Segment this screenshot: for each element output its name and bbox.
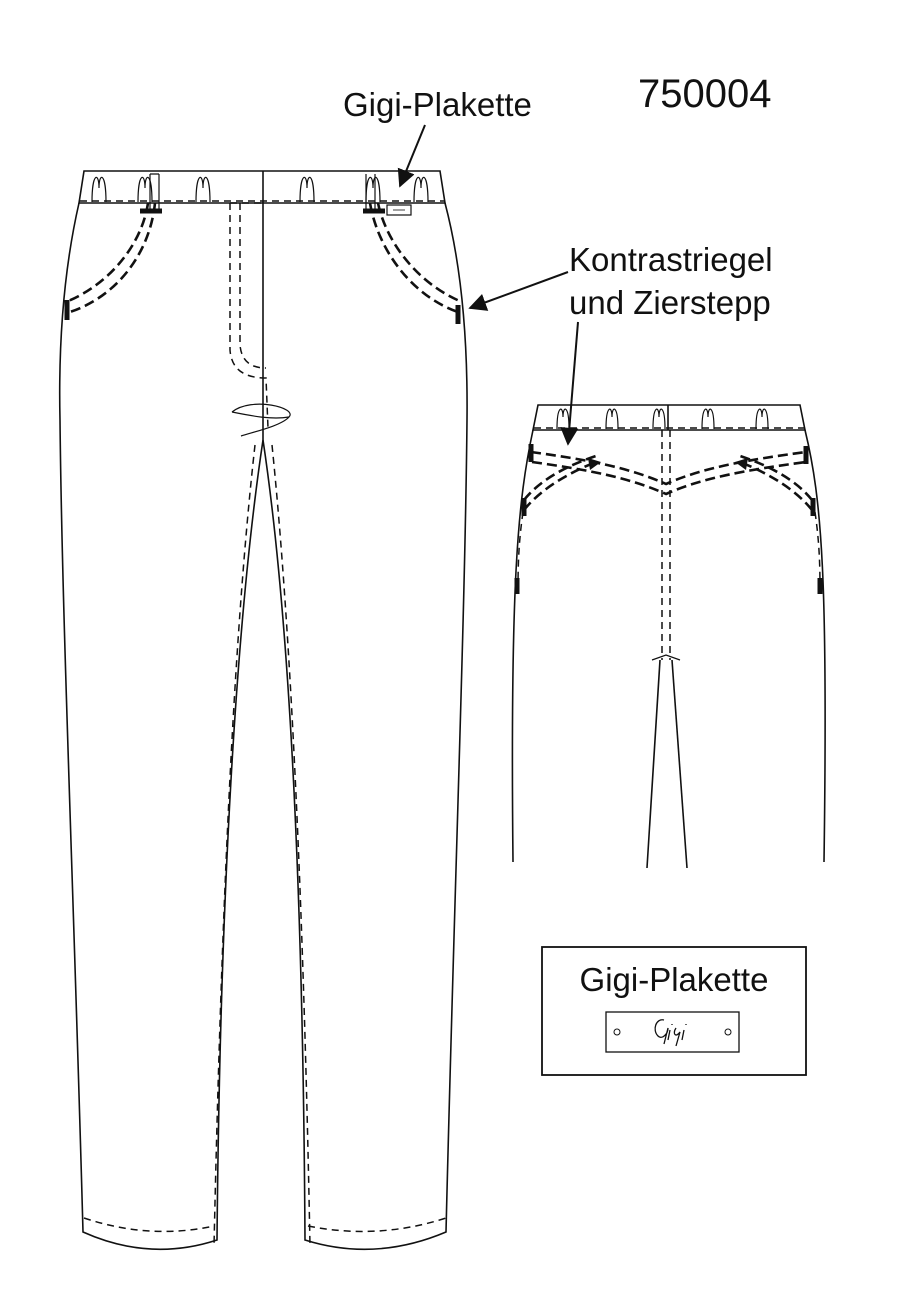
style-number: 750004 — [638, 72, 772, 116]
badge-plate — [606, 1012, 739, 1052]
back-view — [512, 405, 825, 868]
badge-box-title: Gigi-Plakette — [579, 961, 769, 998]
front-view — [60, 171, 467, 1249]
badge-detail-box — [542, 947, 806, 1075]
contrast-label-line1: Kontrastriegel — [569, 241, 773, 278]
contrast-label-line2: und Zierstepp — [569, 284, 771, 321]
badge-callout-arrow — [400, 125, 425, 186]
contrast-callout-arrows — [470, 272, 578, 444]
badge-callout-label: Gigi-Plakette — [343, 86, 532, 123]
front-waistband — [79, 171, 445, 203]
